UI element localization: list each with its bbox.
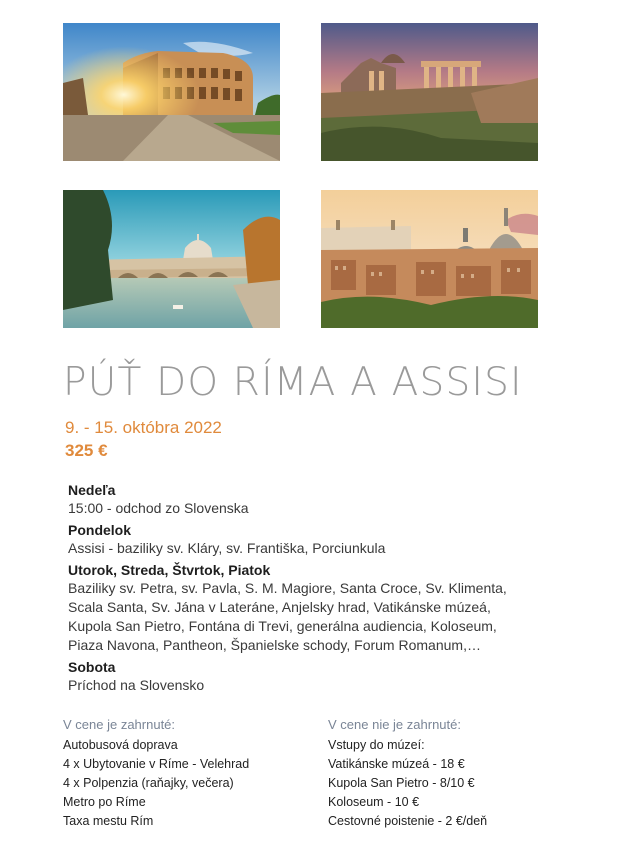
day-description-line: Kupola San Pietro, Fontána di Trevi, generálna audiencia, Koloseum, [68, 618, 497, 634]
day-name: Pondelok [68, 522, 132, 538]
day-name: Utorok, Streda, Štvrtok, Piatok [68, 562, 271, 578]
excluded-item: Vatikánske múzeá - 18 € [328, 757, 465, 771]
itinerary-day [68, 659, 568, 695]
excluded-item: Kupola San Pietro - 8/10 € [328, 776, 475, 790]
tiber-st-peters-photo [63, 190, 280, 328]
day-description: Assisi - baziliky sv. Kláry, sv. Františka, Porciunkula [68, 540, 386, 556]
excluded-section [328, 717, 588, 831]
included-section [63, 717, 323, 831]
day-description-line: Piaza Navona, Pantheon, Španielske schody, Forum Romanum,… [68, 637, 481, 653]
day-name: Sobota [68, 659, 116, 675]
itinerary-day [68, 482, 568, 518]
colosseum-photo [63, 23, 280, 161]
day-description: Príchod na Slovensko [68, 677, 205, 693]
rome-skyline-photo [321, 190, 538, 328]
excluded-item: Cestovné poistenie - 2 €/deň [328, 814, 488, 828]
page-title: PÚŤ DO RÍMA A ASSISI [63, 360, 523, 405]
day-name: Nedeľa [68, 482, 116, 498]
included-item: Taxa mestu Rím [63, 814, 154, 828]
trip-dates: 9. - 15. októbra 2022 [65, 418, 222, 437]
day-description-line: Scala Santa, Sv. Jána v Lateráne, Anjelsky hrad, Vatikánske múzeá, [68, 599, 491, 615]
excluded-list [328, 736, 588, 831]
excluded-item: Koloseum - 10 € [328, 795, 420, 809]
itinerary-day [68, 522, 568, 558]
excluded-heading: V cene nie je zahrnuté: [328, 717, 461, 732]
day-description: 15:00 - odchod zo Slovenska [68, 500, 249, 516]
roman-forum-photo [321, 23, 538, 161]
itinerary [68, 482, 568, 699]
included-item: Metro po Ríme [63, 795, 146, 809]
trip-price: 325 € [65, 441, 108, 460]
itinerary-day [68, 562, 568, 655]
day-description-line: Baziliky sv. Petra, sv. Pavla, S. M. Magiore, Santa Croce, Sv. Klimenta, [68, 580, 507, 596]
included-item: Autobusová doprava [63, 738, 178, 752]
excluded-item: Vstupy do múzeí: [328, 738, 425, 752]
included-list [63, 736, 323, 831]
included-item: 4 x Polpenzia (raňajky, večera) [63, 776, 234, 790]
included-heading: V cene je zahrnuté: [63, 717, 176, 732]
included-item: 4 x Ubytovanie v Ríme - Velehrad [63, 757, 250, 771]
